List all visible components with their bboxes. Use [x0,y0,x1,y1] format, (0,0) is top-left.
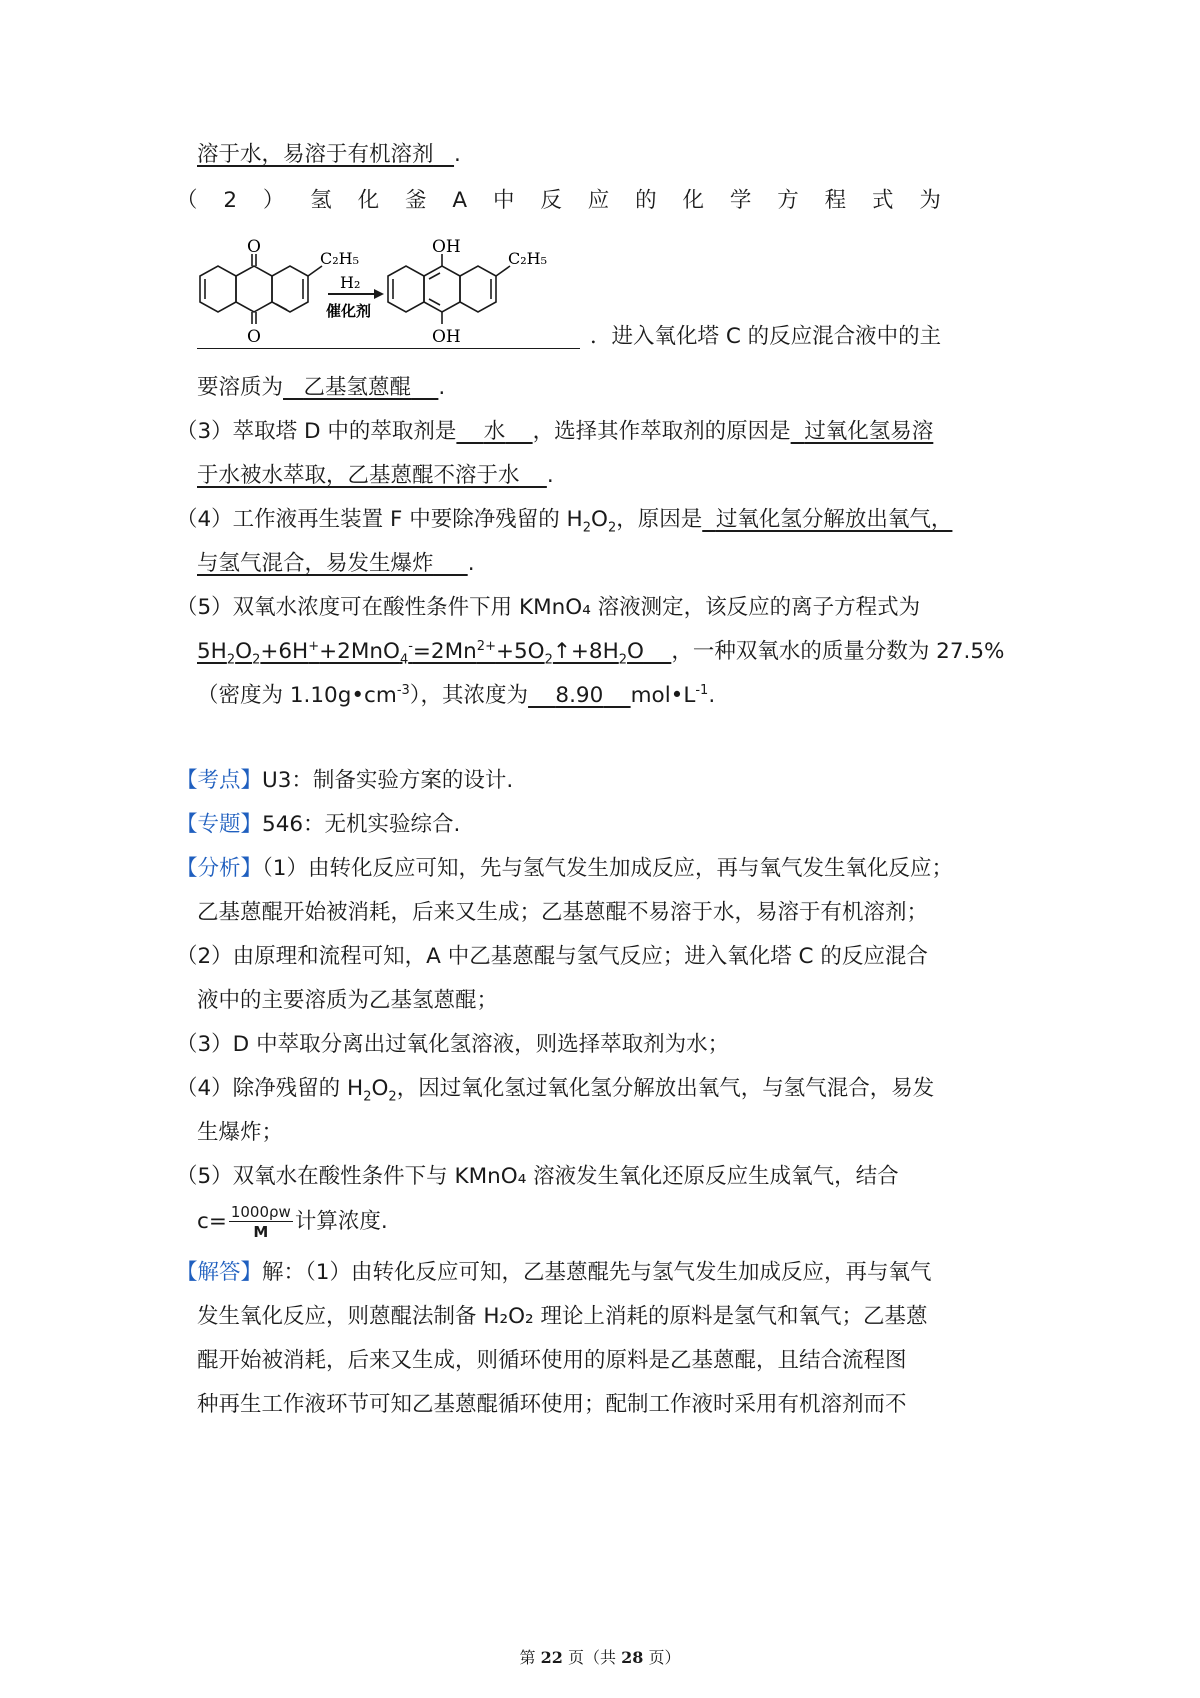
q3-line2 [197,461,554,491]
q2-lead-char: 式 [872,188,894,213]
q4-line2 [197,549,475,579]
fenxi-line6: （4）除净残留的 $H_2O_2$，因过氧化氢过氧化氢分解放出氧气，与氢气混合，易发 [176,1076,935,1105]
fenxi-line3: （2）由原理和流程可知，A 中乙基蒽醌与氢气反应；进入氧化塔 C 的反应混合 [176,944,928,969]
page-footer: 第 22 页（共 28 页） [519,1648,681,1667]
q2-line2-pre: 要溶质为 [197,375,284,400]
q2-lead-char: （ [176,188,198,213]
arrow-head [374,289,384,299]
kaodian-text: U3：制备实验方案的设计. [262,768,514,793]
reagent-label: H₂ [340,273,361,292]
product-oh-top: OH [432,237,461,257]
q2-answer: 乙基氢蒽醌 [303,375,412,400]
q2-lead-char: 2 [223,188,238,213]
q3-answer-reason-b: 于水被水萃取，乙基蒽醌不溶于水 [197,463,520,488]
q3-mid: ，选择其作萃取剂的原因是 [532,419,791,444]
reactant-ethyl: C₂H₅ [320,249,360,268]
q4-line1: （4）工作液再生装置 F 中要除净残留的 $H_2O_2$，原因是 过氧化氢分解放出氧气， [176,507,953,536]
q3-answer-solvent: 水 [483,419,506,444]
q2-line2 [197,373,445,403]
q2-lead-char: 反 [540,188,562,213]
q1-tail: . [454,142,461,167]
q3-line1 [176,417,933,447]
fenxi-line1: 【分析】（1）由转化反应可知，先与氢气发生加成反应，再与氧气发生氧化反应； [176,856,953,881]
q2-lead-char: 为 [919,188,941,213]
q5-ionic-equation: $5H_2O_2+6H^++2MnO_4^-=2Mn^{2+}+5O_2↑+8H_2O$ [197,638,644,668]
q1-answer: 溶于水，易溶于有机溶剂 [197,142,434,167]
product-oh-bottom: OH [432,327,461,347]
q2-lead-char: 程 [824,188,847,213]
fenxi-line7: 生爆炸； [197,1120,284,1145]
q2-after: ．进入氧化塔 C 的反应混合液中的主 [590,324,942,349]
q2-lead-char: ） [262,188,285,213]
reaction-equation [196,230,576,350]
q4-mid: ，原因是 [616,507,703,532]
q5-line3: （密度为 $1.10g•cm^{-3}$），其浓度为 8.90 $mol•L^{-1}$. [197,682,716,708]
ethylanthraquinone-structure [200,254,322,324]
fenxi-line9: c= $\frac{1000\rho w}{M}$ 计算浓度. [197,1203,388,1241]
jieda-tag: 【解答】 [176,1260,263,1285]
q5-answer-concentration: 8.90 [555,683,604,708]
q2-lead [176,186,941,216]
q2-lead-char: 中 [493,188,515,213]
kaodian-tag: 【考点】 [176,768,263,793]
q2-lead-char: 应 [587,188,610,213]
q5-line2-tail: ，一种双氧水的质量分数为 27.5% [671,639,1005,664]
q2-lead-char: 方 [777,188,799,213]
reactant-o-top: O [247,237,261,257]
q5-line2 [197,637,1004,667]
fenxi-line8: （5）双氧水在酸性条件下与 KMnO₄ 溶液发生氧化还原反应生成氧气，结合 [176,1164,899,1189]
q4-pre: （4）工作液再生装置 F 中要除净残留的 H [176,507,583,532]
q4-tail: . [467,551,475,576]
zhuanti-line [176,810,460,840]
fenxi-line4: 液中的主要溶质为乙基氢蒽醌； [197,988,499,1013]
q3-pre: （3）萃取塔 D 中的萃取剂是 [176,419,457,444]
catalyst-label: 催化剂 [326,302,372,320]
q2-lead-char: 氢 [310,188,332,213]
zhuanti-text: 546：无机实验综合. [262,812,461,837]
q2-lead-char: 化 [357,188,380,213]
jieda-line1: 【解答】解：（1）由转化反应可知，乙基蒽醌先与氢气发生加成反应，再与氧气 [176,1260,932,1285]
equation-answer-underline [197,348,580,349]
q2-lead-char: 的 [635,188,657,213]
fenxi-tag: 【分析】 [176,856,263,881]
q1-answer-line [197,140,461,170]
q4-answer-b: 与氢气混合，易发生爆炸 [197,551,434,576]
jieda-line3: 醌开始被消耗，后来又生成，则循环使用的原料是乙基蒽醌，且结合流程图 [197,1348,907,1373]
zhuanti-tag: 【专题】 [176,812,263,837]
q2-lead-char: A [452,188,468,213]
q2-lead-char: 化 [682,188,705,213]
fenxi-line2: 乙基蒽醌开始被消耗，后来又生成；乙基蒽醌不易溶于水，易溶于有机溶剂； [197,900,929,925]
q5-line1: （5）双氧水浓度可在酸性条件下用 KMnO₄ 溶液测定，该反应的离子方程式为 [176,595,921,620]
q2-lead-char: 学 [729,188,752,213]
q2-lead-char: 釜 [405,188,427,213]
jieda-line2: 发生氧化反应，则蒽醌法制备 H₂O₂ 理论上消耗的原料是氢气和氧气；乙基蒽 [197,1304,928,1329]
page-total: 28 [621,1648,644,1667]
concentration-fraction: $\frac{1000\rho w}{M}$ [230,1203,291,1241]
reactant-o-bottom: O [247,327,261,347]
page-number: 22 [540,1648,563,1667]
q3-answer-reason-a: 过氧化氢易溶 [804,419,934,444]
q2-line2-tail: . [438,375,446,400]
q3-tail: . [546,463,554,488]
q4-answer-a: 过氧化氢分解放出氧气， [715,507,953,532]
jieda-line4: 种再生工作液环节可知乙基蒽醌循环使用；配制工作液时采用有机溶剂而不 [197,1392,907,1417]
kaodian-line [176,766,513,796]
product-ethyl: C₂H₅ [508,249,548,268]
ethylanthrahydroquinone-structure [388,254,510,324]
fenxi-line5: （3）D 中萃取分离出过氧化氢溶液，则选择萃取剂为水； [176,1032,730,1057]
